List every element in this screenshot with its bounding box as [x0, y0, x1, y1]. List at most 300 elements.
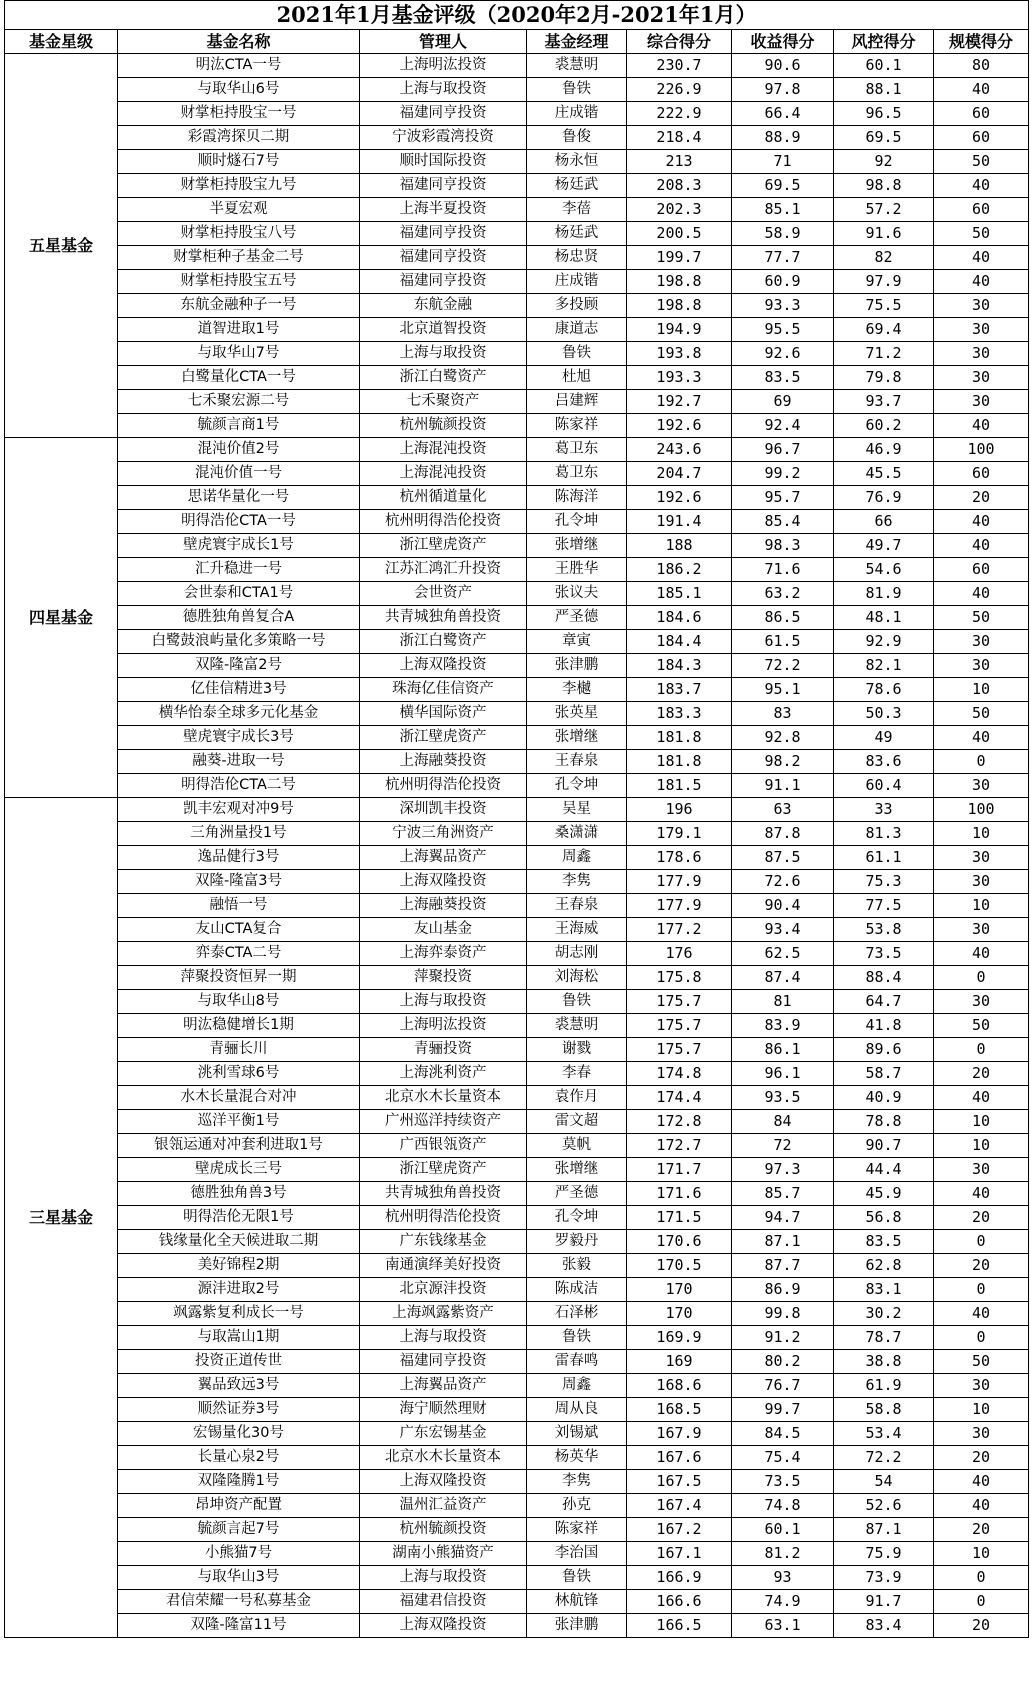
manager-cell: 横华国际资产	[360, 702, 527, 726]
scale-score-cell: 30	[934, 654, 1029, 678]
risk-score-cell: 88.4	[834, 966, 934, 990]
fund-name-cell: 投资正道传世	[118, 1350, 360, 1374]
return-score-cell: 63.1	[732, 1614, 834, 1638]
scale-score-cell: 40	[934, 582, 1029, 606]
return-score-cell: 63.2	[732, 582, 834, 606]
table-row	[5, 1062, 1029, 1086]
fund-name-cell: 洮利雪球6号	[118, 1062, 360, 1086]
fund-name-cell: 毓颜言商1号	[118, 414, 360, 438]
risk-score-cell: 96.5	[834, 102, 934, 126]
scale-score-cell: 60	[934, 198, 1029, 222]
fund-manager-cell: 罗毅丹	[527, 1230, 627, 1254]
fund-name-cell: 明得浩伦CTA一号	[118, 510, 360, 534]
risk-score-cell: 48.1	[834, 606, 934, 630]
fund-name-cell: 萍聚投资恒昇一期	[118, 966, 360, 990]
table-row	[5, 750, 1029, 774]
total-score-cell: 166.9	[627, 1566, 732, 1590]
fund-name-cell: 双隆隆腾1号	[118, 1470, 360, 1494]
total-score-cell: 204.7	[627, 462, 732, 486]
return-score-cell: 71	[732, 150, 834, 174]
fund-manager-cell: 桑潇潇	[527, 822, 627, 846]
scale-score-cell: 40	[934, 414, 1029, 438]
manager-cell: 共青城独角兽投资	[360, 1182, 527, 1206]
table-row	[5, 1494, 1029, 1518]
table-row	[5, 678, 1029, 702]
manager-cell: 上海双隆投资	[360, 654, 527, 678]
manager-cell: 上海洮利资产	[360, 1062, 527, 1086]
fund-manager-cell: 庄成锴	[527, 102, 627, 126]
risk-score-cell: 30.2	[834, 1302, 934, 1326]
manager-cell: 上海与取投资	[360, 990, 527, 1014]
total-score-cell: 184.4	[627, 630, 732, 654]
risk-score-cell: 82.1	[834, 654, 934, 678]
table-row	[5, 1158, 1029, 1182]
fund-manager-cell: 周鑫	[527, 1374, 627, 1398]
return-score-cell: 88.9	[732, 126, 834, 150]
scale-score-cell: 0	[934, 1590, 1029, 1614]
scale-score-cell: 10	[934, 1134, 1029, 1158]
fund-name-cell: 财掌柜持股宝一号	[118, 102, 360, 126]
risk-score-cell: 40.9	[834, 1086, 934, 1110]
total-score-cell: 183.7	[627, 678, 732, 702]
return-score-cell: 71.6	[732, 558, 834, 582]
table-row	[5, 582, 1029, 606]
manager-cell: 上海双隆投资	[360, 1614, 527, 1638]
fund-manager-cell: 张毅	[527, 1254, 627, 1278]
total-score-cell: 208.3	[627, 174, 732, 198]
table-row	[5, 1614, 1029, 1638]
manager-cell: 南通演绎美好投资	[360, 1254, 527, 1278]
return-score-cell: 92.8	[732, 726, 834, 750]
total-score-cell: 191.4	[627, 510, 732, 534]
column-header: 综合得分	[627, 30, 732, 54]
scale-score-cell: 30	[934, 1374, 1029, 1398]
fund-manager-cell: 莫帆	[527, 1134, 627, 1158]
manager-cell: 上海翼品资产	[360, 1374, 527, 1398]
fund-manager-cell: 李隽	[527, 1470, 627, 1494]
table-row	[5, 1398, 1029, 1422]
return-score-cell: 69	[732, 390, 834, 414]
risk-score-cell: 52.6	[834, 1494, 934, 1518]
column-header: 收益得分	[732, 30, 834, 54]
table-row	[5, 1470, 1029, 1494]
return-score-cell: 60.1	[732, 1518, 834, 1542]
total-score-cell: 226.9	[627, 78, 732, 102]
fund-manager-cell: 谢戮	[527, 1038, 627, 1062]
manager-cell: 杭州明得浩伦投资	[360, 774, 527, 798]
fund-name-cell: 巡洋平衡1号	[118, 1110, 360, 1134]
scale-score-cell: 50	[934, 1014, 1029, 1038]
scale-score-cell: 0	[934, 1566, 1029, 1590]
scale-score-cell: 10	[934, 1110, 1029, 1134]
scale-score-cell: 30	[934, 1158, 1029, 1182]
risk-score-cell: 78.7	[834, 1326, 934, 1350]
risk-score-cell: 83.6	[834, 750, 934, 774]
risk-score-cell: 83.5	[834, 1230, 934, 1254]
return-score-cell: 81	[732, 990, 834, 1014]
fund-manager-cell: 葛卫东	[527, 438, 627, 462]
total-score-cell: 185.1	[627, 582, 732, 606]
total-score-cell: 202.3	[627, 198, 732, 222]
fund-manager-cell: 鲁铁	[527, 78, 627, 102]
total-score-cell: 184.3	[627, 654, 732, 678]
fund-rating-table	[4, 0, 1029, 1638]
fund-name-cell: 融悟一号	[118, 894, 360, 918]
manager-cell: 上海融葵投资	[360, 750, 527, 774]
return-score-cell: 96.7	[732, 438, 834, 462]
table-row	[5, 126, 1029, 150]
risk-score-cell: 89.6	[834, 1038, 934, 1062]
return-score-cell: 76.7	[732, 1374, 834, 1398]
total-score-cell: 167.1	[627, 1542, 732, 1566]
scale-score-cell: 30	[934, 870, 1029, 894]
total-score-cell: 175.7	[627, 990, 732, 1014]
total-score-cell: 188	[627, 534, 732, 558]
total-score-cell: 243.6	[627, 438, 732, 462]
fund-name-cell: 彩霞湾探贝二期	[118, 126, 360, 150]
risk-score-cell: 44.4	[834, 1158, 934, 1182]
risk-score-cell: 38.8	[834, 1350, 934, 1374]
total-score-cell: 174.4	[627, 1086, 732, 1110]
fund-name-cell: 横华怡泰全球多元化基金	[118, 702, 360, 726]
manager-cell: 深圳凯丰投资	[360, 798, 527, 822]
table-row	[5, 774, 1029, 798]
fund-manager-cell: 多投顾	[527, 294, 627, 318]
risk-score-cell: 54	[834, 1470, 934, 1494]
fund-manager-cell: 张增继	[527, 1158, 627, 1182]
manager-cell: 福建君信投资	[360, 1590, 527, 1614]
fund-name-cell: 壁虎寰宇成长3号	[118, 726, 360, 750]
risk-score-cell: 75.3	[834, 870, 934, 894]
table-row	[5, 486, 1029, 510]
total-score-cell: 183.3	[627, 702, 732, 726]
fund-name-cell: 财掌柜持股宝九号	[118, 174, 360, 198]
total-score-cell: 170.6	[627, 1230, 732, 1254]
total-score-cell: 193.8	[627, 342, 732, 366]
risk-score-cell: 81.3	[834, 822, 934, 846]
manager-cell: 共青城独角兽投资	[360, 606, 527, 630]
return-score-cell: 86.5	[732, 606, 834, 630]
total-score-cell: 167.9	[627, 1422, 732, 1446]
scale-score-cell: 100	[934, 438, 1029, 462]
manager-cell: 青骊投资	[360, 1038, 527, 1062]
fund-manager-cell: 王春泉	[527, 894, 627, 918]
fund-name-cell: 明得浩伦无限1号	[118, 1206, 360, 1230]
fund-name-cell: 融葵-进取一号	[118, 750, 360, 774]
manager-cell: 广州巡洋持续资产	[360, 1110, 527, 1134]
return-score-cell: 83	[732, 702, 834, 726]
table-row	[5, 78, 1029, 102]
fund-name-cell: 七禾聚宏源二号	[118, 390, 360, 414]
risk-score-cell: 57.2	[834, 198, 934, 222]
scale-score-cell: 0	[934, 1278, 1029, 1302]
fund-manager-cell: 胡志刚	[527, 942, 627, 966]
risk-score-cell: 66	[834, 510, 934, 534]
scale-score-cell: 60	[934, 462, 1029, 486]
table-row	[5, 822, 1029, 846]
total-score-cell: 169.9	[627, 1326, 732, 1350]
manager-cell: 上海翼品资产	[360, 846, 527, 870]
fund-name-cell: 顺然证券3号	[118, 1398, 360, 1422]
table-row	[5, 342, 1029, 366]
scale-score-cell: 30	[934, 630, 1029, 654]
total-score-cell: 169	[627, 1350, 732, 1374]
return-score-cell: 93.3	[732, 294, 834, 318]
manager-cell: 海宁顺然理财	[360, 1398, 527, 1422]
manager-cell: 上海半夏投资	[360, 198, 527, 222]
table-body	[5, 54, 1029, 1638]
return-score-cell: 95.1	[732, 678, 834, 702]
fund-name-cell: 德胜独角兽3号	[118, 1182, 360, 1206]
return-score-cell: 69.5	[732, 174, 834, 198]
scale-score-cell: 10	[934, 894, 1029, 918]
total-score-cell: 177.9	[627, 870, 732, 894]
table-row	[5, 630, 1029, 654]
total-score-cell: 186.2	[627, 558, 732, 582]
fund-name-cell: 与取华山7号	[118, 342, 360, 366]
manager-cell: 广西银瓴资产	[360, 1134, 527, 1158]
total-score-cell: 177.2	[627, 918, 732, 942]
fund-name-cell: 思诺华量化一号	[118, 486, 360, 510]
return-score-cell: 95.5	[732, 318, 834, 342]
fund-manager-cell: 鲁铁	[527, 990, 627, 1014]
fund-manager-cell: 杜旭	[527, 366, 627, 390]
risk-score-cell: 60.2	[834, 414, 934, 438]
risk-score-cell: 78.8	[834, 1110, 934, 1134]
risk-score-cell: 60.1	[834, 54, 934, 78]
manager-cell: 上海混沌投资	[360, 438, 527, 462]
manager-cell: 上海与取投资	[360, 342, 527, 366]
table-row	[5, 534, 1029, 558]
risk-score-cell: 64.7	[834, 990, 934, 1014]
total-score-cell: 172.7	[627, 1134, 732, 1158]
scale-score-cell: 20	[934, 1254, 1029, 1278]
fund-name-cell: 财掌柜种子基金二号	[118, 246, 360, 270]
fund-manager-cell: 王海威	[527, 918, 627, 942]
risk-score-cell: 82	[834, 246, 934, 270]
fund-name-cell: 双隆-隆富11号	[118, 1614, 360, 1638]
fund-name-cell: 白鹭量化CTA一号	[118, 366, 360, 390]
return-score-cell: 99.8	[732, 1302, 834, 1326]
scale-score-cell: 60	[934, 126, 1029, 150]
total-score-cell: 193.3	[627, 366, 732, 390]
risk-score-cell: 49.7	[834, 534, 934, 558]
fund-manager-cell: 王春泉	[527, 750, 627, 774]
fund-name-cell: 毓颜言起7号	[118, 1518, 360, 1542]
fund-name-cell: 亿佳信精进3号	[118, 678, 360, 702]
total-score-cell: 170	[627, 1302, 732, 1326]
column-header: 基金名称	[118, 30, 360, 54]
total-score-cell: 179.1	[627, 822, 732, 846]
column-header: 风控得分	[834, 30, 934, 54]
risk-score-cell: 56.8	[834, 1206, 934, 1230]
manager-cell: 上海弈泰资产	[360, 942, 527, 966]
return-score-cell: 91.2	[732, 1326, 834, 1350]
total-score-cell: 177.9	[627, 894, 732, 918]
risk-score-cell: 79.8	[834, 366, 934, 390]
scale-score-cell: 30	[934, 342, 1029, 366]
table-row	[5, 990, 1029, 1014]
table-row	[5, 174, 1029, 198]
table-row	[5, 1086, 1029, 1110]
table-row	[5, 1590, 1029, 1614]
manager-cell: 福建同亨投资	[360, 1350, 527, 1374]
return-score-cell: 87.1	[732, 1230, 834, 1254]
fund-manager-cell: 吴星	[527, 798, 627, 822]
manager-cell: 会世资产	[360, 582, 527, 606]
total-score-cell: 192.7	[627, 390, 732, 414]
fund-manager-cell: 刘海松	[527, 966, 627, 990]
return-score-cell: 91.1	[732, 774, 834, 798]
risk-score-cell: 92.9	[834, 630, 934, 654]
return-score-cell: 84.5	[732, 1422, 834, 1446]
fund-manager-cell: 孙克	[527, 1494, 627, 1518]
return-score-cell: 99.2	[732, 462, 834, 486]
fund-manager-cell: 鲁铁	[527, 1566, 627, 1590]
scale-score-cell: 30	[934, 1422, 1029, 1446]
scale-score-cell: 0	[934, 1230, 1029, 1254]
fund-manager-cell: 严圣德	[527, 1182, 627, 1206]
fund-manager-cell: 刘锡斌	[527, 1422, 627, 1446]
scale-score-cell: 20	[934, 486, 1029, 510]
fund-manager-cell: 吕建辉	[527, 390, 627, 414]
table-row	[5, 1134, 1029, 1158]
risk-score-cell: 61.9	[834, 1374, 934, 1398]
risk-score-cell: 33	[834, 798, 934, 822]
scale-score-cell: 10	[934, 1398, 1029, 1422]
fund-manager-cell: 陈海洋	[527, 486, 627, 510]
total-score-cell: 175.7	[627, 1014, 732, 1038]
table-row	[5, 1230, 1029, 1254]
manager-cell: 福建同亨投资	[360, 246, 527, 270]
return-score-cell: 93.5	[732, 1086, 834, 1110]
table-row	[5, 1014, 1029, 1038]
fund-name-cell: 双隆-隆富2号	[118, 654, 360, 678]
table-row	[5, 414, 1029, 438]
return-score-cell: 85.4	[732, 510, 834, 534]
fund-name-cell: 宏锡量化30号	[118, 1422, 360, 1446]
fund-name-cell: 弈泰CTA二号	[118, 942, 360, 966]
risk-score-cell: 62.8	[834, 1254, 934, 1278]
total-score-cell: 170	[627, 1278, 732, 1302]
manager-cell: 上海与取投资	[360, 1566, 527, 1590]
return-score-cell: 93.4	[732, 918, 834, 942]
fund-name-cell: 德胜独角兽复合A	[118, 606, 360, 630]
manager-cell: 杭州明得浩伦投资	[360, 510, 527, 534]
table-row	[5, 702, 1029, 726]
fund-manager-cell: 章寅	[527, 630, 627, 654]
return-score-cell: 96.1	[732, 1062, 834, 1086]
return-score-cell: 94.7	[732, 1206, 834, 1230]
fund-manager-cell: 杨忠贤	[527, 246, 627, 270]
return-score-cell: 83.5	[732, 366, 834, 390]
table-row	[5, 102, 1029, 126]
risk-score-cell: 50.3	[834, 702, 934, 726]
manager-cell: 浙江白鹭资产	[360, 630, 527, 654]
risk-score-cell: 46.9	[834, 438, 934, 462]
total-score-cell: 213	[627, 150, 732, 174]
table-row	[5, 1302, 1029, 1326]
fund-manager-cell: 张津鹏	[527, 1614, 627, 1638]
risk-score-cell: 98.8	[834, 174, 934, 198]
total-score-cell: 174.8	[627, 1062, 732, 1086]
table-row	[5, 1374, 1029, 1398]
fund-name-cell: 双隆-隆富3号	[118, 870, 360, 894]
table-row	[5, 798, 1029, 822]
manager-cell: 上海与取投资	[360, 78, 527, 102]
scale-score-cell: 80	[934, 54, 1029, 78]
scale-score-cell: 50	[934, 702, 1029, 726]
return-score-cell: 92.6	[732, 342, 834, 366]
fund-manager-cell: 鲁俊	[527, 126, 627, 150]
fund-name-cell: 会世泰和CTA1号	[118, 582, 360, 606]
fund-manager-cell: 李春	[527, 1062, 627, 1086]
manager-cell: 上海明汯投资	[360, 1014, 527, 1038]
fund-name-cell: 与取华山8号	[118, 990, 360, 1014]
fund-manager-cell: 袁作月	[527, 1086, 627, 1110]
return-score-cell: 87.8	[732, 822, 834, 846]
return-score-cell: 87.5	[732, 846, 834, 870]
return-score-cell: 87.7	[732, 1254, 834, 1278]
scale-score-cell: 0	[934, 750, 1029, 774]
scale-score-cell: 60	[934, 102, 1029, 126]
manager-cell: 福建同亨投资	[360, 270, 527, 294]
risk-score-cell: 45.5	[834, 462, 934, 486]
total-score-cell: 199.7	[627, 246, 732, 270]
total-score-cell: 194.9	[627, 318, 732, 342]
table-row	[5, 1110, 1029, 1134]
manager-cell: 萍聚投资	[360, 966, 527, 990]
column-header: 规模得分	[934, 30, 1029, 54]
risk-score-cell: 93.7	[834, 390, 934, 414]
risk-score-cell: 81.9	[834, 582, 934, 606]
fund-manager-cell: 张英星	[527, 702, 627, 726]
table-row	[5, 222, 1029, 246]
fund-manager-cell: 张增继	[527, 726, 627, 750]
manager-cell: 浙江壁虎资产	[360, 726, 527, 750]
return-score-cell: 61.5	[732, 630, 834, 654]
table-row	[5, 198, 1029, 222]
manager-cell: 广东钱缘基金	[360, 1230, 527, 1254]
fund-name-cell: 凯丰宏观对冲9号	[118, 798, 360, 822]
fund-name-cell: 钱缘量化全天候进取二期	[118, 1230, 360, 1254]
total-score-cell: 198.8	[627, 294, 732, 318]
risk-score-cell: 49	[834, 726, 934, 750]
fund-name-cell: 三角洲量投1号	[118, 822, 360, 846]
fund-name-cell: 与取华山6号	[118, 78, 360, 102]
total-score-cell: 167.2	[627, 1518, 732, 1542]
return-score-cell: 73.5	[732, 1470, 834, 1494]
risk-score-cell: 97.9	[834, 270, 934, 294]
fund-name-cell: 飒露紫复利成长一号	[118, 1302, 360, 1326]
table-row	[5, 942, 1029, 966]
table-row	[5, 1446, 1029, 1470]
scale-score-cell: 10	[934, 1542, 1029, 1566]
total-score-cell: 167.6	[627, 1446, 732, 1470]
scale-score-cell: 30	[934, 366, 1029, 390]
fund-manager-cell: 杨英华	[527, 1446, 627, 1470]
fund-manager-cell: 李樾	[527, 678, 627, 702]
return-score-cell: 80.2	[732, 1350, 834, 1374]
fund-name-cell: 友山CTA复合	[118, 918, 360, 942]
scale-score-cell: 20	[934, 1206, 1029, 1230]
fund-name-cell: 汇升稳进一号	[118, 558, 360, 582]
risk-score-cell: 53.4	[834, 1422, 934, 1446]
return-score-cell: 74.8	[732, 1494, 834, 1518]
return-score-cell: 85.1	[732, 198, 834, 222]
total-score-cell: 181.8	[627, 726, 732, 750]
risk-score-cell: 83.4	[834, 1614, 934, 1638]
